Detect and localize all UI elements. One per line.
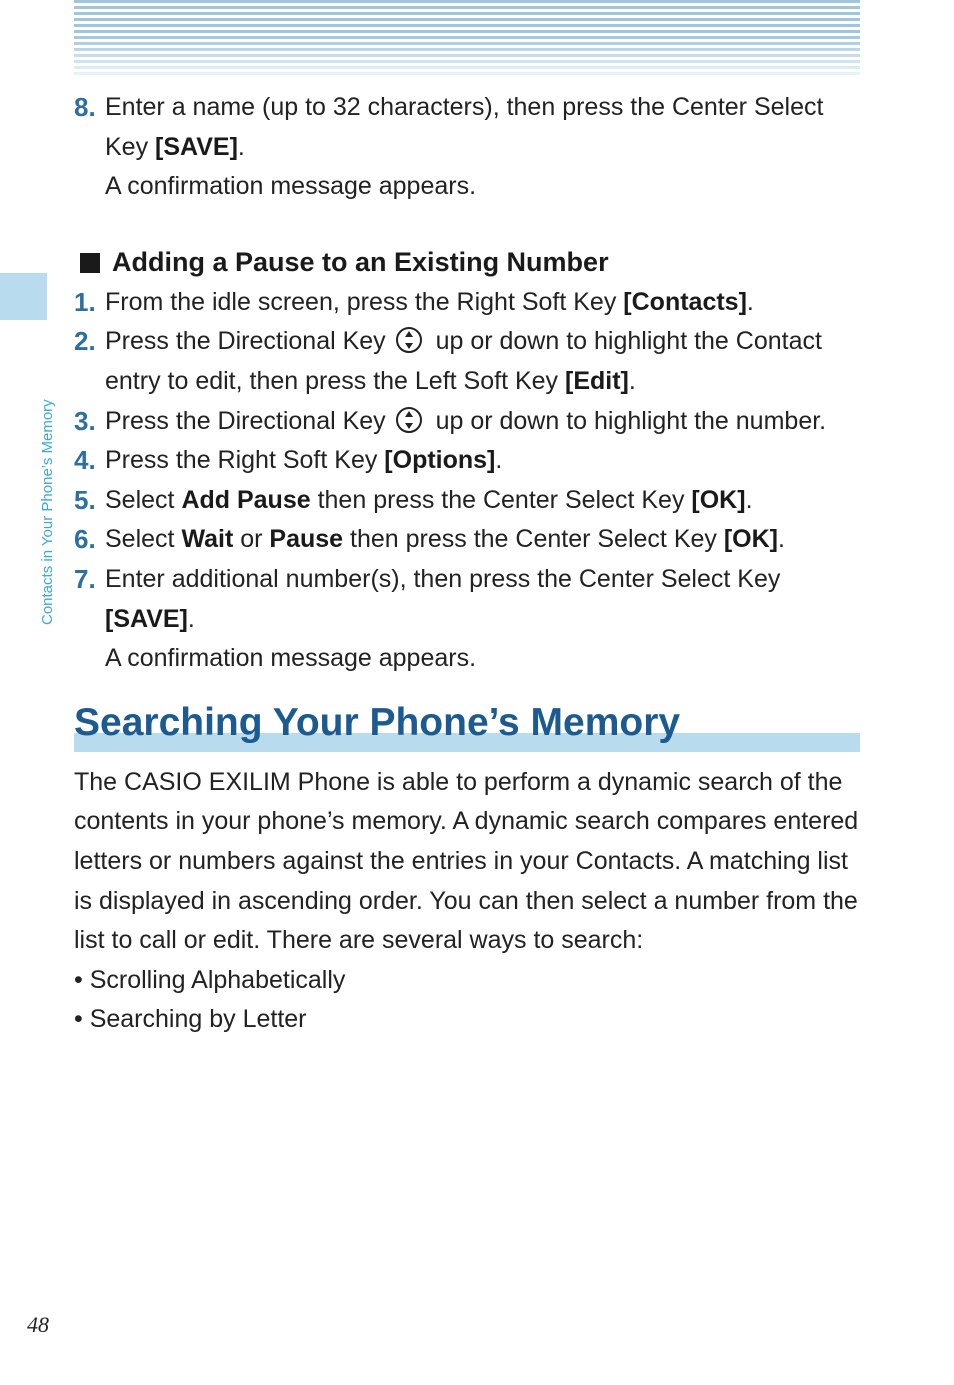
side-tab-marker: [0, 273, 47, 320]
step-6: [74, 520, 860, 560]
step-2: [74, 322, 860, 401]
step-number: 2.: [74, 326, 96, 357]
step-text: up or down to highlight the number.: [428, 406, 827, 435]
sidebar-section-label: Contacts in Your Phone’s Memory: [39, 399, 56, 625]
list-item: • Searching by Letter: [74, 1005, 307, 1034]
step-number: 4.: [74, 445, 96, 476]
step-7: [74, 560, 860, 639]
step-number: 1.: [74, 286, 96, 317]
step-5: [74, 481, 860, 521]
page-content: [74, 88, 860, 1040]
step-text: then press the Center Select Key: [343, 525, 724, 554]
section-heading: [74, 243, 860, 283]
step-text: Press the Right Soft Key: [105, 446, 385, 475]
black-square-icon: [80, 253, 100, 273]
menu-option-label: Wait: [181, 525, 234, 554]
section-title: Adding a Pause to an Existing Number: [112, 246, 609, 277]
step-text: or: [233, 525, 270, 554]
body-paragraph: The CASIO EXILIM Phone is able to perform a dynamic search of the contents in your phone’s memory. A dynamic search compares entered letters or numbers against the entries in your Contacts. A matching list is displayed in ascending order. You can then select a number from the list to call or edit. There are several ways to search:: [74, 767, 859, 955]
step-number: 7.: [74, 563, 96, 594]
key-label: [OK]: [691, 485, 746, 514]
step-punct: .: [778, 525, 785, 554]
step-3: [74, 402, 860, 442]
step-punct: .: [237, 132, 245, 161]
step-number: 5.: [74, 484, 96, 515]
step-text: Press the Directional Key: [105, 327, 393, 356]
menu-option-label: Add Pause: [181, 485, 311, 514]
step-text: up or down to highlight the Contact entry to edit, then press the Left Soft Key: [105, 327, 822, 395]
key-label: [OK]: [723, 525, 778, 554]
key-label: [Edit]: [565, 366, 629, 395]
step-text: Select: [105, 525, 182, 554]
step-number: 3.: [74, 405, 96, 436]
page-title: Searching Your Phone’s Memory: [74, 700, 681, 744]
step-1: [74, 283, 860, 323]
step-text: From the idle screen, press the Right Soft Key: [105, 287, 624, 316]
step-4: [74, 441, 860, 481]
step-note: A confirmation message appears.: [105, 644, 477, 673]
step-text: Select: [105, 485, 182, 514]
step-number: 6.: [74, 524, 96, 555]
step-punct: .: [187, 604, 195, 633]
step-number: 8.: [74, 92, 96, 122]
step-text: Press the Directional Key: [105, 406, 393, 435]
step-punct: .: [745, 485, 753, 514]
key-label: [SAVE]: [105, 604, 188, 633]
step-punct: .: [628, 366, 636, 395]
key-label: [Contacts]: [623, 287, 747, 316]
directional-key-icon: [395, 406, 423, 434]
step-punct: .: [746, 287, 754, 316]
header-stripe-band: [74, 0, 860, 78]
directional-key-icon: [395, 326, 423, 354]
page-number: 48: [27, 1312, 49, 1337]
key-label: [Options]: [384, 446, 496, 475]
step-text: Enter additional number(s), then press the Center Select Key: [105, 564, 781, 593]
menu-option-label: Pause: [269, 525, 344, 554]
step-8: [74, 88, 860, 167]
key-label: [SAVE]: [155, 132, 238, 161]
step-text: then press the Center Select Key: [310, 485, 692, 514]
step-text: Enter a name (up to 32 characters), then press the Center Select Key: [105, 93, 824, 161]
list-item: • Scrolling Alphabetically: [74, 965, 346, 994]
step-note: A confirmation message appears.: [105, 172, 477, 201]
searching-heading: [74, 700, 860, 757]
step-punct: .: [495, 446, 503, 475]
